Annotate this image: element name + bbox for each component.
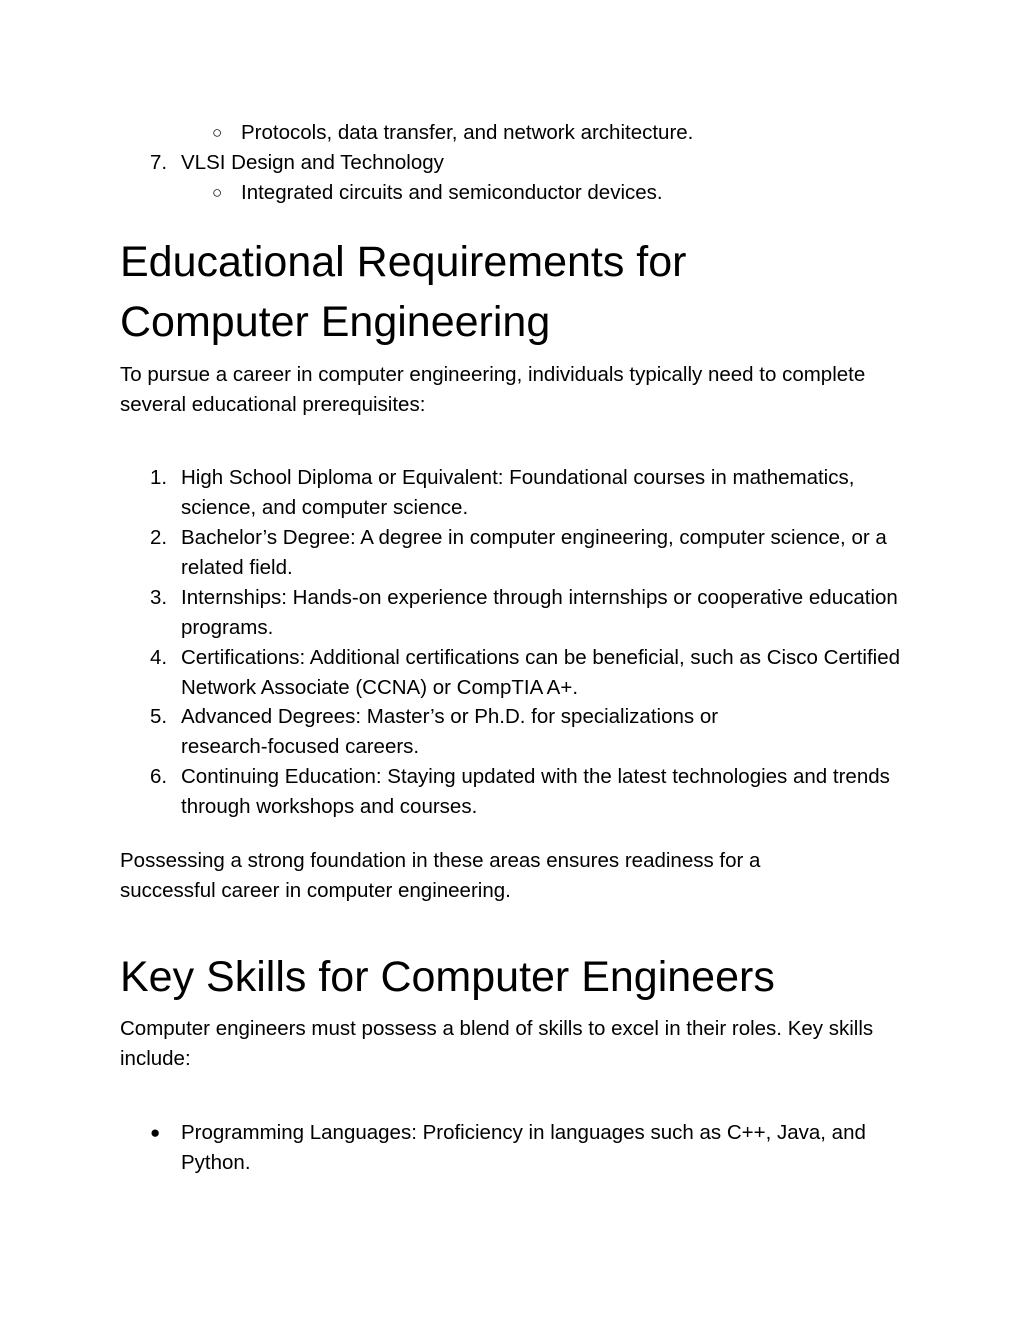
list-item-text: High School Diploma or Equivalent: Foundational courses in mathematics, science, and computer science. bbox=[181, 466, 855, 519]
bullet-marker: ● bbox=[150, 1123, 161, 1142]
list-item-text: Programming Languages: Proficiency in languages such as C++, Java, and Python. bbox=[181, 1121, 866, 1174]
section-heading: Educational Requirements for bbox=[120, 238, 687, 286]
list-item-text: Internships: Hands-on experience through internships or cooperative education programs. bbox=[181, 586, 898, 639]
list-item-marker: 6. bbox=[150, 765, 168, 788]
sub-bullet-marker: ○ bbox=[212, 183, 223, 202]
section-intro-paragraph: To pursue a career in computer engineering, individuals typically need to complete several educational prerequisites: bbox=[120, 363, 866, 416]
list-item-text: Continuing Education: Staying updated with the latest technologies and trends through workshops and courses. bbox=[181, 765, 890, 818]
list-item-text: Advanced Degrees: Master’s or Ph.D. for specializations or research-focused careers. bbox=[181, 705, 719, 758]
sub-bullet-marker: ○ bbox=[212, 123, 223, 142]
section-heading-continued: Computer Engineering bbox=[120, 298, 551, 346]
section-conclusion-paragraph: Possessing a strong foundation in these areas ensures readiness for a successful career in computer engineering. bbox=[120, 849, 761, 902]
list-item-text: Bachelor’s Degree: A degree in computer engineering, computer science, or a related field. bbox=[181, 526, 887, 579]
list-item-text: VLSI Design and Technology bbox=[181, 151, 444, 174]
list-item-marker: 4. bbox=[150, 646, 168, 669]
sub-bullet-text: Integrated circuits and semiconductor devices. bbox=[241, 181, 663, 204]
sub-bullet-text: Protocols, data transfer, and network architecture. bbox=[241, 121, 694, 144]
list-item-marker: 5. bbox=[150, 705, 168, 728]
list-item-marker: 2. bbox=[150, 526, 168, 549]
section-intro-paragraph: Computer engineers must possess a blend of skills to excel in their roles. Key skills include: bbox=[120, 1017, 874, 1070]
list-item-marker: 3. bbox=[150, 586, 168, 609]
list-item-marker: 1. bbox=[150, 466, 168, 489]
section-heading: Key Skills for Computer Engineers bbox=[120, 953, 775, 1001]
list-item-text: Certifications: Additional certifications can be beneficial, such as Cisco Certified Network Associate (CCNA) or CompTIA A+. bbox=[181, 646, 900, 699]
list-item-marker: 7. bbox=[150, 151, 168, 174]
